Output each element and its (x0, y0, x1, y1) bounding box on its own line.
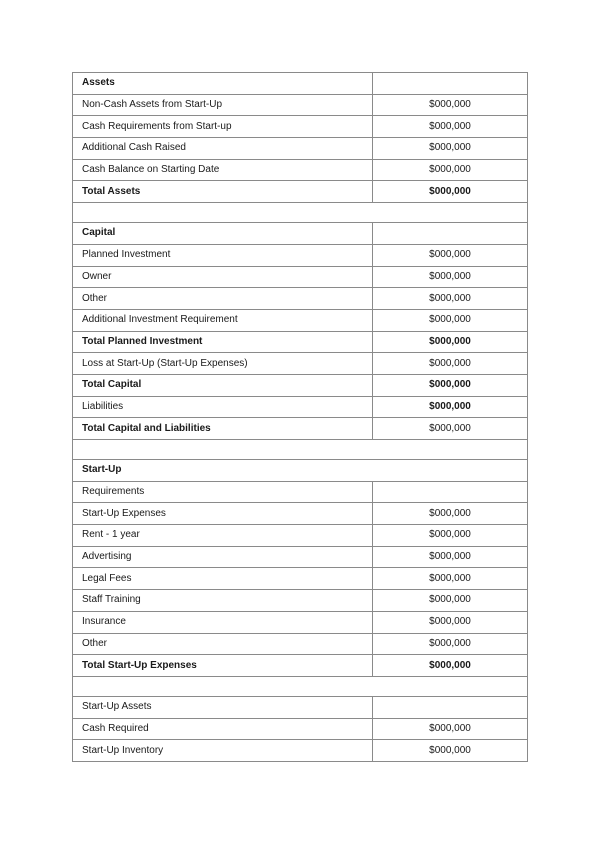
table-row (73, 138, 528, 160)
row-value: $000,000 (373, 116, 528, 138)
row-value: $000,000 (373, 633, 528, 655)
section-header-label: Capital (73, 223, 373, 245)
table-row (73, 181, 528, 203)
table-row (73, 353, 528, 375)
table-row (73, 159, 528, 181)
table-row (73, 116, 528, 138)
table-row (73, 568, 528, 590)
row-label: Start-Up Expenses (73, 503, 373, 525)
row-value: $000,000 (373, 288, 528, 310)
row-label: Cash Required (73, 718, 373, 740)
row-label: Total Planned Investment (73, 331, 373, 353)
row-label: Cash Balance on Starting Date (73, 159, 373, 181)
row-value: $000,000 (373, 740, 528, 762)
row-value: $000,000 (373, 353, 528, 375)
row-value: $000,000 (373, 159, 528, 181)
row-value: $000,000 (373, 396, 528, 418)
row-label: Liabilities (73, 396, 373, 418)
row-label: Advertising (73, 546, 373, 568)
row-label: Rent - 1 year (73, 525, 373, 547)
section-header-label: Start-Up (73, 460, 528, 482)
row-label: Total Capital (73, 374, 373, 396)
row-value: $000,000 (373, 309, 528, 331)
row-label: Start-Up Inventory (73, 740, 373, 762)
row-label: Total Capital and Liabilities (73, 418, 373, 440)
table-row (73, 266, 528, 288)
section-header-row (73, 73, 528, 95)
table-row (73, 396, 528, 418)
table-row (73, 503, 528, 525)
row-value: $000,000 (373, 503, 528, 525)
row-value (373, 223, 528, 245)
row-label: Insurance (73, 611, 373, 633)
row-label: Staff Training (73, 590, 373, 612)
table-row (73, 418, 528, 440)
row-value: $000,000 (373, 244, 528, 266)
row-label: Cash Requirements from Start-up (73, 116, 373, 138)
table-row (73, 546, 528, 568)
spacer-cell (73, 203, 528, 223)
row-value: $000,000 (373, 525, 528, 547)
table-row (73, 718, 528, 740)
row-label: Owner (73, 266, 373, 288)
table-row (73, 94, 528, 116)
table-row (73, 696, 528, 718)
row-value: $000,000 (373, 94, 528, 116)
spacer-row (73, 440, 528, 460)
row-label: Additional Cash Raised (73, 138, 373, 160)
row-value: $000,000 (373, 718, 528, 740)
table-row (73, 331, 528, 353)
row-value: $000,000 (373, 181, 528, 203)
balance-sheet-body (73, 73, 528, 762)
spacer-row (73, 203, 528, 223)
row-value: $000,000 (373, 590, 528, 612)
row-label: Total Start-Up Expenses (73, 655, 373, 677)
row-value: $000,000 (373, 418, 528, 440)
row-label: Other (73, 288, 373, 310)
row-value: $000,000 (373, 138, 528, 160)
table-row (73, 655, 528, 677)
row-label: Loss at Start-Up (Start-Up Expenses) (73, 353, 373, 375)
row-value: $000,000 (373, 331, 528, 353)
section-header-label: Assets (73, 73, 373, 95)
table-row (73, 244, 528, 266)
row-value: $000,000 (373, 374, 528, 396)
row-value: $000,000 (373, 546, 528, 568)
section-header-row (73, 223, 528, 245)
row-value (373, 73, 528, 95)
row-value: $000,000 (373, 568, 528, 590)
balance-sheet-table (72, 72, 528, 762)
row-value (373, 481, 528, 503)
row-value (373, 696, 528, 718)
row-value: $000,000 (373, 655, 528, 677)
row-label: Non-Cash Assets from Start-Up (73, 94, 373, 116)
table-row (73, 740, 528, 762)
row-label: Requirements (73, 481, 373, 503)
table-row (73, 611, 528, 633)
table-row (73, 481, 528, 503)
spacer-cell (73, 676, 528, 696)
row-label: Additional Investment Requirement (73, 309, 373, 331)
table-row (73, 288, 528, 310)
row-value: $000,000 (373, 266, 528, 288)
table-row (73, 309, 528, 331)
row-label: Start-Up Assets (73, 696, 373, 718)
spacer-cell (73, 440, 528, 460)
table-row (73, 525, 528, 547)
row-label: Total Assets (73, 181, 373, 203)
row-value: $000,000 (373, 611, 528, 633)
row-label: Legal Fees (73, 568, 373, 590)
section-header-row (73, 460, 528, 482)
table-row (73, 374, 528, 396)
row-label: Other (73, 633, 373, 655)
spacer-row (73, 676, 528, 696)
table-row (73, 633, 528, 655)
row-label: Planned Investment (73, 244, 373, 266)
table-row (73, 590, 528, 612)
